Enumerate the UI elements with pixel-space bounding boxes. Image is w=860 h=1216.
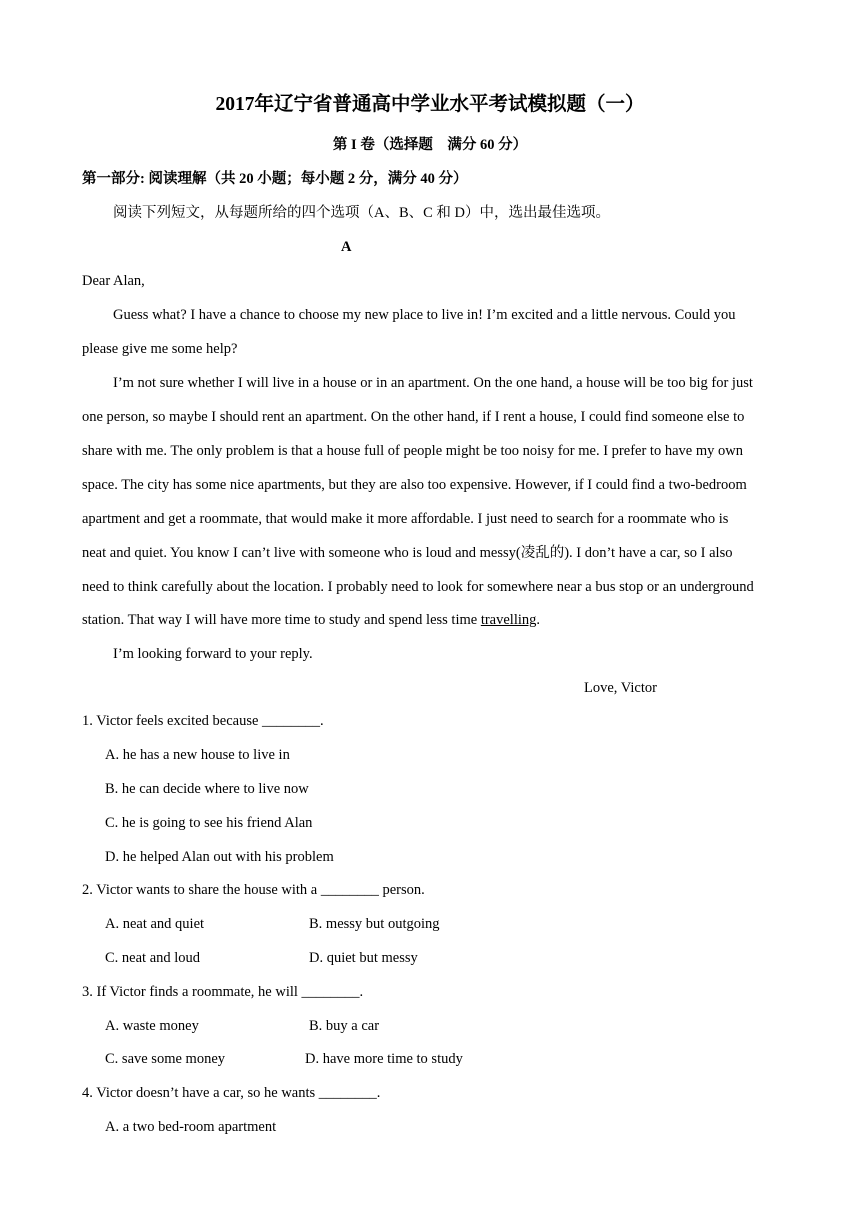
option-b: B. he can decide where to live now: [105, 781, 309, 797]
option-a: A. a two bed-room apartment: [105, 1119, 277, 1135]
passage-label: A: [341, 239, 352, 255]
question-stem: 2. Victor wants to share the house with a ________ person.: [82, 882, 425, 898]
page-subtitle: 第 I 卷（选择题 满分 60 分）: [332, 137, 528, 153]
passage-line: apartment and get a roommate, that would make it more affordable. I just need to search for a roommate who is: [82, 511, 729, 527]
passage-line: [82, 611, 540, 629]
option-d: D. he helped Alan out with his problem: [105, 849, 334, 865]
section-heading: 第一部分: 阅读理解（共 20 小题；每小题 2 分，满分 40 分）: [82, 171, 468, 187]
option-a: A. waste money: [105, 1018, 199, 1034]
option-c: C. neat and loud: [105, 950, 201, 966]
page-title: 2017年辽宁省普通高中学业水平考试模拟题（一）: [215, 94, 645, 115]
option-b: B. messy but outgoing: [309, 916, 440, 932]
question-stem: 1. Victor feels excited because ________.: [82, 713, 324, 729]
section-instruction: 阅读下列短文，从每题所给的四个选项（A、B、C 和 D）中，选出最佳选项。: [113, 205, 611, 221]
option-d: D. have more time to study: [305, 1051, 463, 1067]
passage-line: one person, so maybe I should rent an apartment. On the other hand, if I rent a house, I could find someone else to: [82, 409, 745, 425]
passage-line: share with me. The only problem is that a house full of people might be too noisy for me. I prefer to have my own: [82, 443, 743, 459]
passage-line: space. The city has some nice apartments, but they are also too expensive. However, if I could find a two-bedroom: [82, 477, 747, 493]
passage-text: .: [536, 612, 541, 628]
option-a: A. neat and quiet: [105, 916, 205, 932]
passage-line: Guess what? I have a chance to choose my new place to live in! I’m excited and a little nervous. Could you: [113, 307, 736, 323]
option-d: D. quiet but messy: [309, 950, 418, 966]
option-c: C. he is going to see his friend Alan: [105, 815, 313, 831]
option-b: B. buy a car: [309, 1018, 380, 1034]
question-stem: 3. If Victor finds a roommate, he will ________.: [82, 984, 364, 1000]
option-a: A. he has a new house to live in: [105, 747, 290, 763]
passage-line: need to think carefully about the location. I probably need to look for somewhere near a bus stop or an underground: [82, 579, 754, 595]
passage-line: I’m not sure whether I will live in a house or in an apartment. On the one hand, a house will be too big for just: [113, 375, 753, 391]
question-stem: 4. Victor doesn’t have a car, so he wants ________.: [82, 1085, 381, 1101]
passage-line: please give me some help?: [82, 341, 238, 357]
passage-text: station. That way I will have more time to study and spend less time: [82, 612, 481, 628]
underlined-word: travelling: [480, 612, 537, 628]
letter-signoff: Love, Victor: [584, 680, 657, 696]
passage-line: I’m looking forward to your reply.: [113, 646, 313, 662]
option-c: C. save some money: [105, 1051, 226, 1067]
passage-line: neat and quiet. You know I can’t live with someone who is loud and messy(凌乱的). I don’t have a car, so I also: [82, 545, 733, 561]
letter-salutation: Dear Alan,: [82, 273, 145, 289]
